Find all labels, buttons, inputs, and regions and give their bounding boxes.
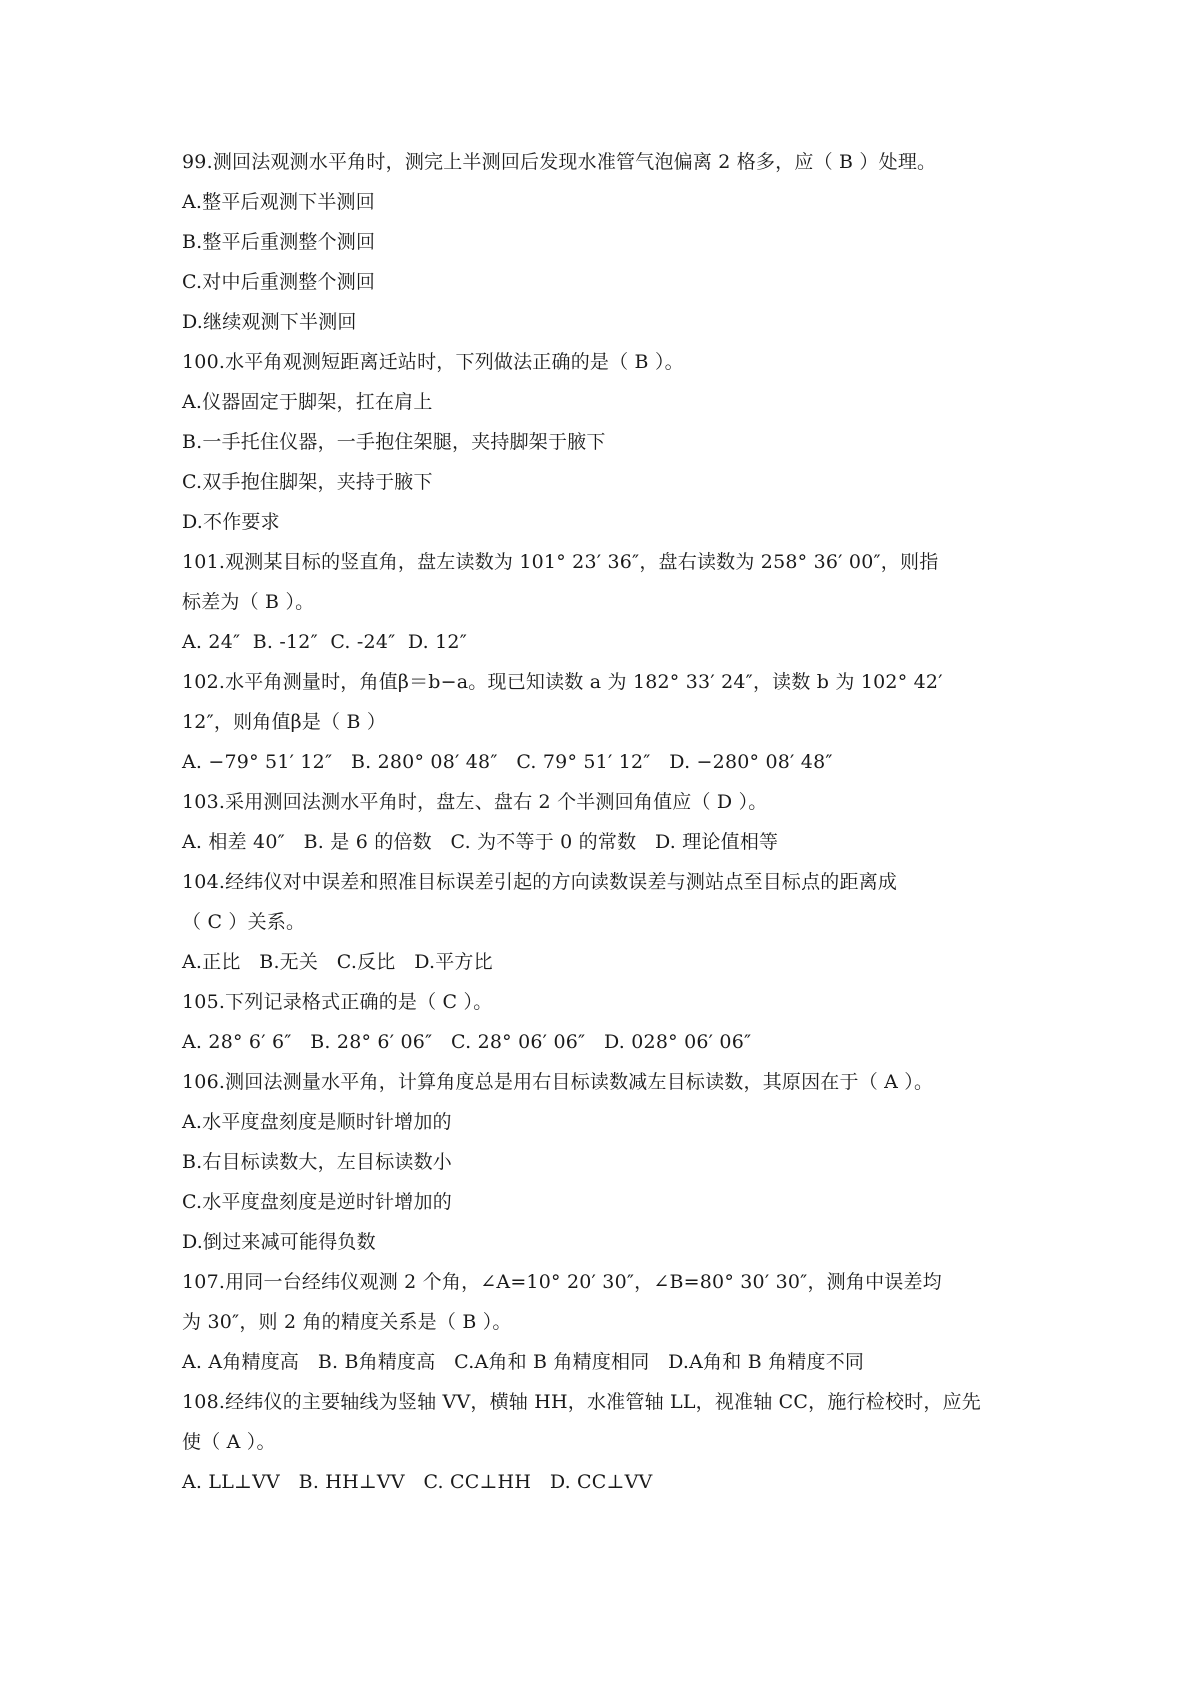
options-104: A.正比 B.无关 C.反比 D.平方比 [182,951,493,973]
question-107: 107.用同一台经纬仪观测 2 个角，∠A=10° 20′ 30″，∠B=80° 30′ 30″，测角中误差均 [182,1271,942,1293]
options-103: A. 相差 40″ B. 是 6 的倍数 C. 为不等于 0 的常数 D. 理论值相等 [182,831,779,853]
option-100-c: C.双手抱住脚架，夹持于腋下 [182,471,433,493]
options-108: A. LL⊥VV B. HH⊥VV C. CC⊥HH D. CC⊥VV [182,1471,653,1493]
options-102: A. −79° 51′ 12″ B. 280° 08′ 48″ C. 79° 51′ 12″ D. −280° 08′ 48″ [182,751,833,773]
question-100: 100.水平角观测短距离迁站时，下列做法正确的是（ B ）。 [182,351,684,373]
options-107: A. A角精度高 B. B角精度高 C.A角和 B 角精度相同 D.A角和 B 角精度不同 [182,1351,865,1373]
options-101: A. 24″ B. -12″ C. -24″ D. 12″ [182,631,467,653]
option-99-a: A.整平后观测下半测回 [182,191,375,213]
question-101-continued: 标差为（ B ）。 [182,591,315,613]
option-106-d: D.倒过来减可能得负数 [182,1231,376,1253]
question-103: 103.采用测回法测水平角时，盘左、盘右 2 个半测回角值应（ D ）。 [182,791,768,813]
question-107-continued: 为 30″，则 2 角的精度关系是（ B ）。 [182,1311,512,1333]
options-105: A. 28° 6′ 6″ B. 28° 6′ 06″ C. 28° 06′ 06″ D. 028° 06′ 06″ [182,1031,752,1053]
option-100-b: B.一手托住仪器，一手抱住架腿，夹持脚架于腋下 [182,431,606,453]
question-106: 106.测回法测量水平角，计算角度总是用右目标读数减左目标读数，其原因在于（ A ）。 [182,1071,934,1093]
question-102-continued: 12″，则角值β是（ B ） [182,711,387,733]
question-105: 105.下列记录格式正确的是（ C ）。 [182,991,493,1013]
question-102: 102.水平角测量时，角值β＝b−a。现已知读数 a 为 182° 33′ 24″，读数 b 为 102° 42′ [182,671,943,693]
question-99: 99.测回法观测水平角时，测完上半测回后发现水准管气泡偏离 2 格多，应（ B ）处理。 [182,151,937,173]
option-106-b: B.右目标读数大，左目标读数小 [182,1151,453,1173]
option-100-a: A.仪器固定于脚架，扛在肩上 [182,391,433,413]
option-99-b: B.整平后重测整个测回 [182,231,376,253]
document-body [182,142,1032,1502]
question-108-continued: 使（ A ）。 [182,1431,276,1453]
option-106-c: C.水平度盘刻度是逆时针增加的 [182,1191,452,1213]
option-99-c: C.对中后重测整个测回 [182,271,376,293]
question-108: 108.经纬仪的主要轴线为竖轴 VV，横轴 HH，水准管轴 LL，视准轴 CC，施行检校时，应先 [182,1391,981,1413]
option-100-d: D.不作要求 [182,511,280,533]
question-104-continued: （ C ）关系。 [182,911,306,933]
option-99-d: D.继续观测下半测回 [182,311,357,333]
option-106-a: A.水平度盘刻度是顺时针增加的 [182,1111,452,1133]
question-101: 101.观测某目标的竖直角，盘左读数为 101° 23′ 36″，盘右读数为 258° 36′ 00″，则指 [182,551,939,573]
question-104: 104.经纬仪对中误差和照准目标误差引起的方向读数误差与测站点至目标点的距离成 [182,871,898,893]
